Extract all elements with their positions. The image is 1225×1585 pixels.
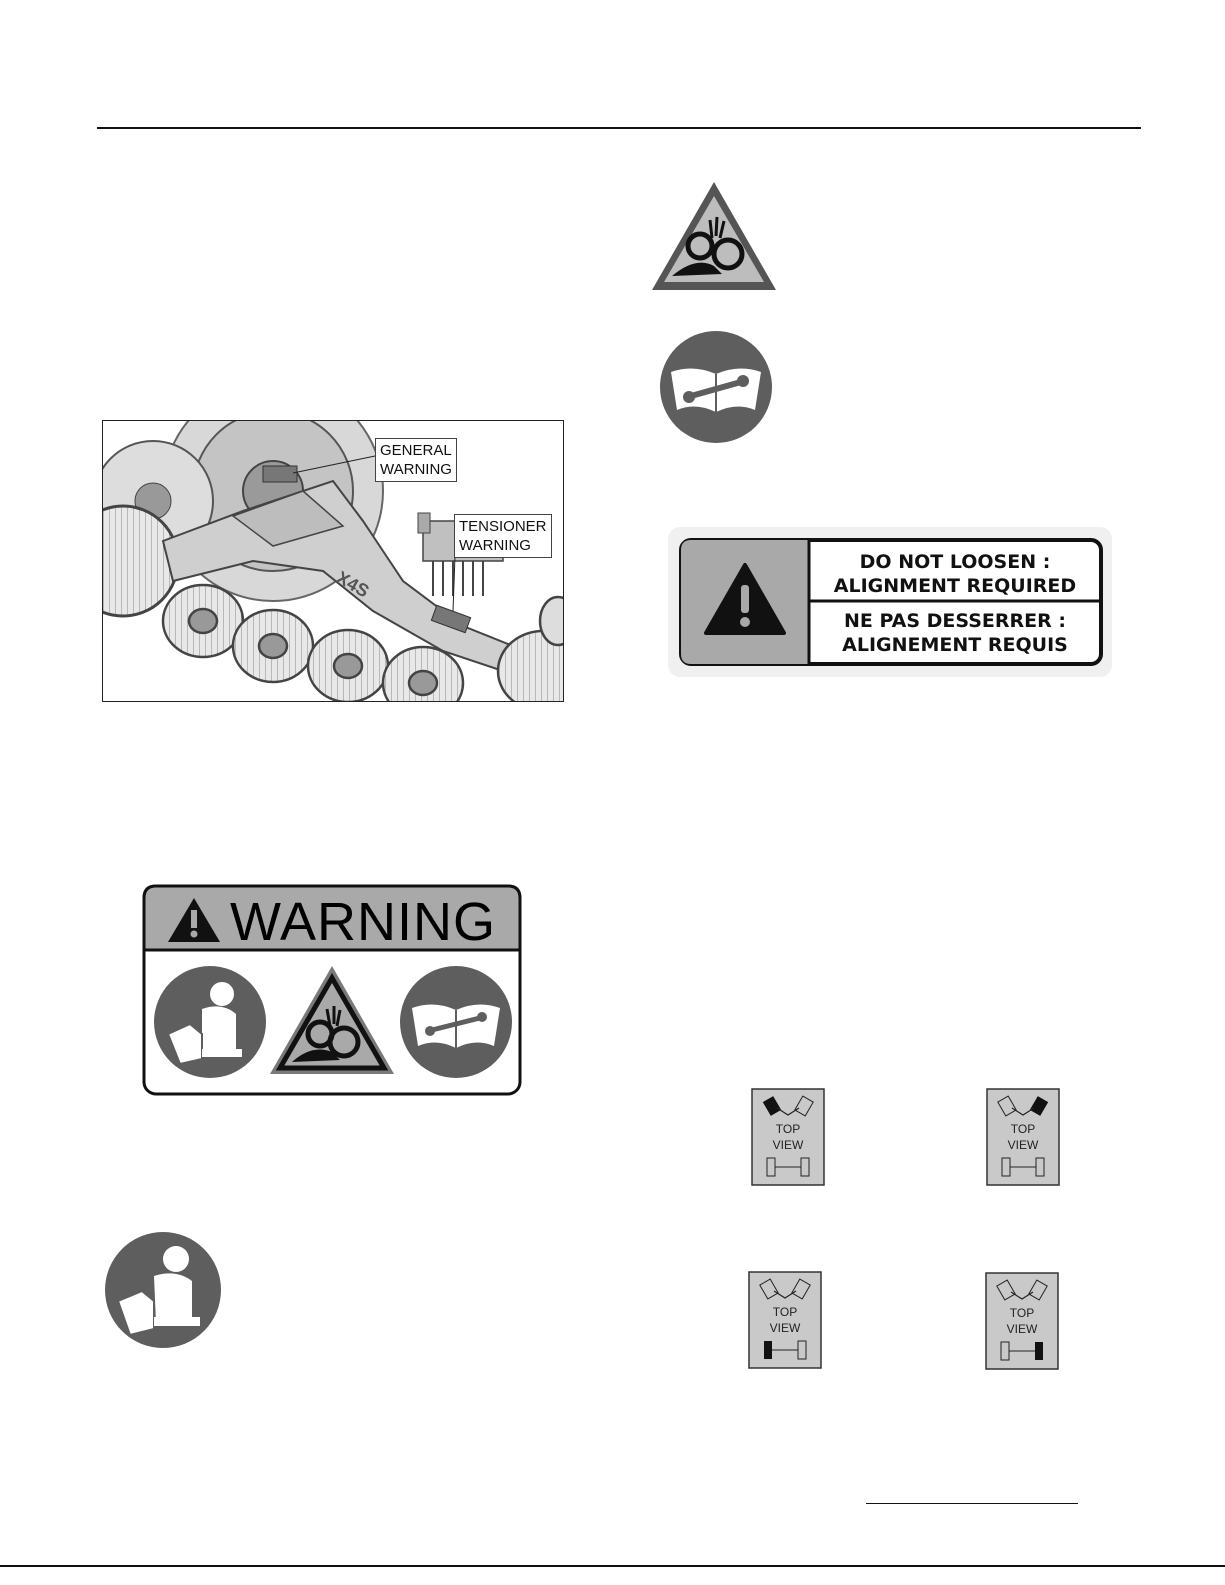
track-assembly-figure — [102, 420, 564, 702]
read-manual-symbol — [104, 1231, 222, 1349]
top-view-line2: VIEW — [769, 1321, 801, 1335]
top-view-line2: VIEW — [772, 1138, 804, 1152]
callout-tensioner-warning — [454, 514, 552, 558]
alignment-required-decal — [668, 527, 1112, 677]
warning-header-text: WARNING — [230, 892, 496, 952]
alignment-line-4: ALIGNEMENT REQUIS — [842, 634, 1068, 656]
top-view-line1: TOP — [772, 1305, 798, 1319]
entanglement-hazard-symbol — [650, 180, 778, 292]
frame-lettering: X4S — [333, 567, 373, 602]
top-view-decal-top-right — [986, 1088, 1060, 1186]
callout-general-line2: WARNING — [380, 461, 452, 478]
read-manual-person-icon — [104, 1231, 222, 1349]
alignment-line-1: DO NOT LOOSEN : — [859, 551, 1051, 573]
callout-general-warning — [375, 438, 457, 482]
top-view-decal-bottom-right — [985, 1272, 1059, 1370]
top-view-line2: VIEW — [1007, 1138, 1039, 1152]
service-manual-symbol — [657, 330, 775, 444]
read-manual-person-icon — [154, 966, 266, 1078]
page-bottom-rule — [0, 1565, 1225, 1567]
general-warning-decal-spot — [263, 466, 297, 482]
footer-rule — [866, 1503, 1078, 1504]
alignment-line-3: NE PAS DESSERRER : — [843, 610, 1067, 632]
callout-general-line1: GENERAL — [380, 442, 452, 459]
service-manual-icon — [657, 330, 775, 444]
track-assembly-illustration — [103, 421, 563, 701]
header-rule — [97, 127, 1141, 129]
callout-tensioner-line1: TENSIONER — [459, 518, 547, 535]
top-view-line1: TOP — [1009, 1306, 1035, 1320]
top-view-decal-top-left — [751, 1088, 825, 1186]
top-view-line1: TOP — [1010, 1122, 1036, 1136]
entanglement-hazard-icon — [650, 180, 778, 292]
general-warning-decal — [142, 884, 522, 1096]
top-view-line1: TOP — [775, 1122, 801, 1136]
service-manual-icon — [400, 966, 512, 1078]
top-view-line2: VIEW — [1006, 1322, 1038, 1336]
top-view-decal-bottom-left — [748, 1271, 822, 1369]
alignment-line-2: ALIGNMENT REQUIRED — [833, 575, 1077, 597]
callout-tensioner-line2: WARNING — [459, 537, 531, 554]
